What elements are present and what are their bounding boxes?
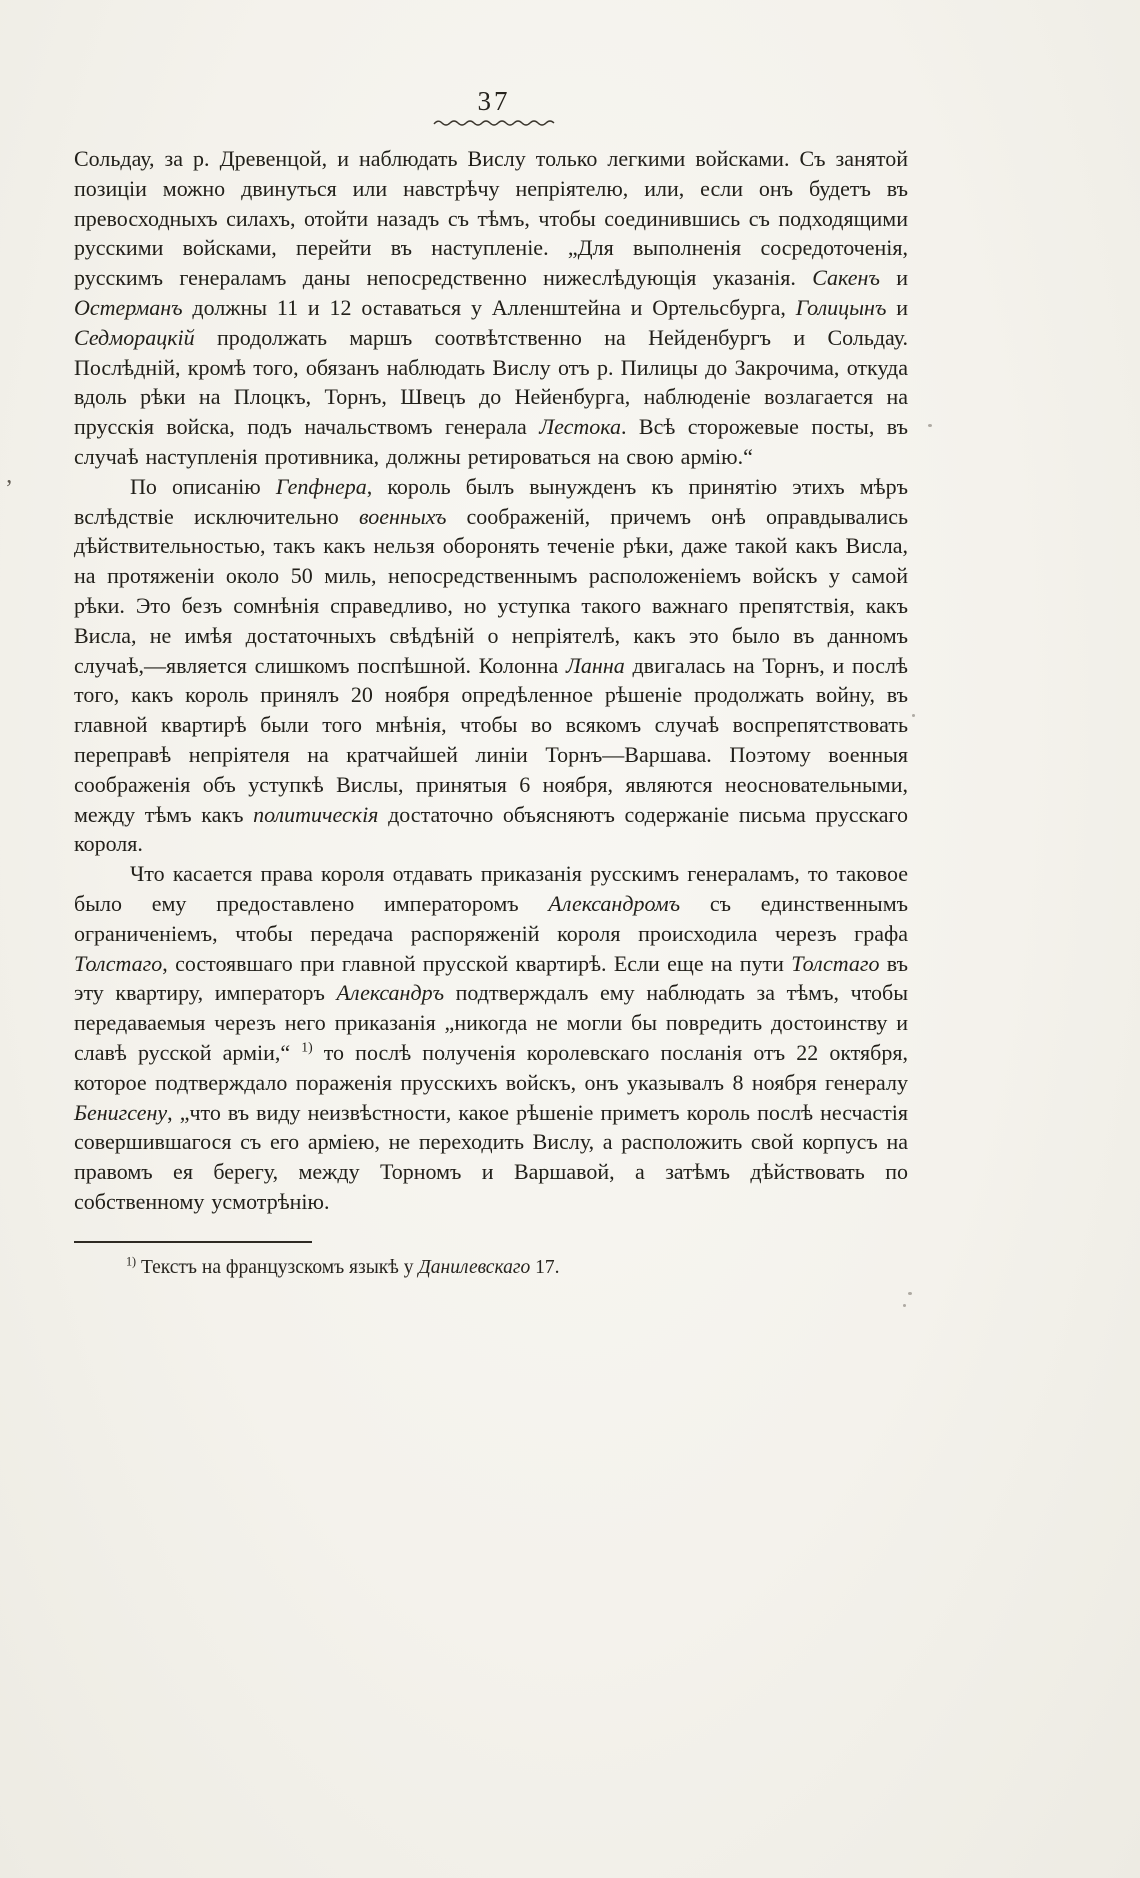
scan-artifact-speck — [928, 424, 932, 427]
text-body — [74, 144, 908, 1217]
page-header-inner — [432, 86, 556, 128]
footnote-divider — [74, 1241, 312, 1243]
page-number: 37 — [477, 86, 511, 116]
paragraph: Сольдау, за р. Древенцой, и наблюдать Вислу только легкими войсками. Съ занятой позиціи можно двинуться или навстрѣчу непріятелю, или, если онъ будетъ въ превосходныхъ силахъ, отойти назадъ съ тѣмъ, чтобы соединившись съ подходящими русскими войсками, перейти въ наступленіе. „Для выполненія сосредоточенія, русскимъ генераламъ даны непосредственно нижеслѣдующія указанія. Сакенъ и Остерманъ должны 11 и 12 оставаться у Алленштейна и Ортельсбурга, Голицынъ и Седморацкій продолжать маршъ соотвѣтственно на Нейденбургъ и Сольдау. Послѣдній, кромѣ того, обязанъ наблюдать Вислу отъ р. Пилицы до Закрочима, откуда вдоль рѣки на Плоцкъ, Торнъ, Швецъ до Нейенбурга, наблюденіе возлагается на прусскія войска, подъ начальствомъ генерала Лестока. Всѣ сторожевые посты, въ случаѣ наступленія противника, должны ретироваться на свою армію.“ — [74, 146, 908, 469]
paragraph: По описанію Гепфнера, король былъ вынужденъ къ принятію этихъ мѣръ вслѣдствіе исключительно военныхъ соображеній, причемъ онѣ оправдывались дѣйствительностью, такъ какъ нельзя оборонять теченіе рѣки, даже такой какъ Висла, на протяженіи около 50 миль, непосредственнымъ расположеніемъ войскъ у самой рѣки. Это безъ сомнѣнія справедливо, но уступка такого важнаго препятствія, какъ Висла, не имѣя достаточныхъ свѣдѣній о непріятелѣ, какъ это было въ данномъ случаѣ,—является слишкомъ поспѣшной. Колонна Ланна двигалась на Торнъ, и послѣ того, какъ король принялъ 20 ноября опредѣленное рѣшеніе продолжать войну, въ главной квартирѣ были того мнѣнія, чтобы во всякомъ случаѣ воспрепятствовать переправѣ непріятеля на кратчайшей линіи Торнъ—Варшава. Поэтому военныя соображенія объ уступкѣ Вислы, принятыя 6 ноября, являются неосновательными, между тѣмъ какъ политическія достаточно объясняютъ содержаніе письма прусскаго короля. — [74, 473, 909, 857]
scan-artifact-speck — [903, 1304, 906, 1307]
squiggle-divider-icon — [432, 118, 556, 128]
paragraph: Что касается права короля отдавать приказанія русскимъ генераламъ, то таковое было ему предоставлено императоромъ Александромъ съ единственнымъ ограниченіемъ, чтобы передача распоряженій короля происходила черезъ графа Толстаго, состоявшаго при главной прусской квартирѣ. Если еще на пути Толстаго въ эту квартиру, императоръ Александръ подтверждалъ ему наблюдать за тѣмъ, чтобы передаваемыя черезъ него приказанія „никогда не могли бы повредить достоинству и славѣ русской арміи,“ $^{1)}$ то послѣ полученія королевскаго посланія отъ 22 октября, которое подтверждало пораженія прусскихъ войскъ, онъ указывалъ 8 ноября генералу Бенигсену, „что въ виду неизвѣстности, какое рѣшеніе приметъ король послѣ несчастія совершившагося съ его арміею, не переходить Вислу, а расположить свой корпусъ на правомъ ея берегу, между Торномъ и Варшавой, а затѣмъ дѣйствовать по собственному усмотрѣнію. — [74, 861, 908, 1214]
scan-artifact-speck — [908, 1292, 912, 1295]
page-header — [0, 86, 1140, 128]
scan-artifact-margin-mark: ’ — [5, 476, 13, 502]
footnote-text: $^{1)}$ Текстъ на французскомъ языкѣ у Данилевскаго 17. — [126, 1254, 560, 1278]
scan-artifact-speck — [912, 714, 915, 717]
